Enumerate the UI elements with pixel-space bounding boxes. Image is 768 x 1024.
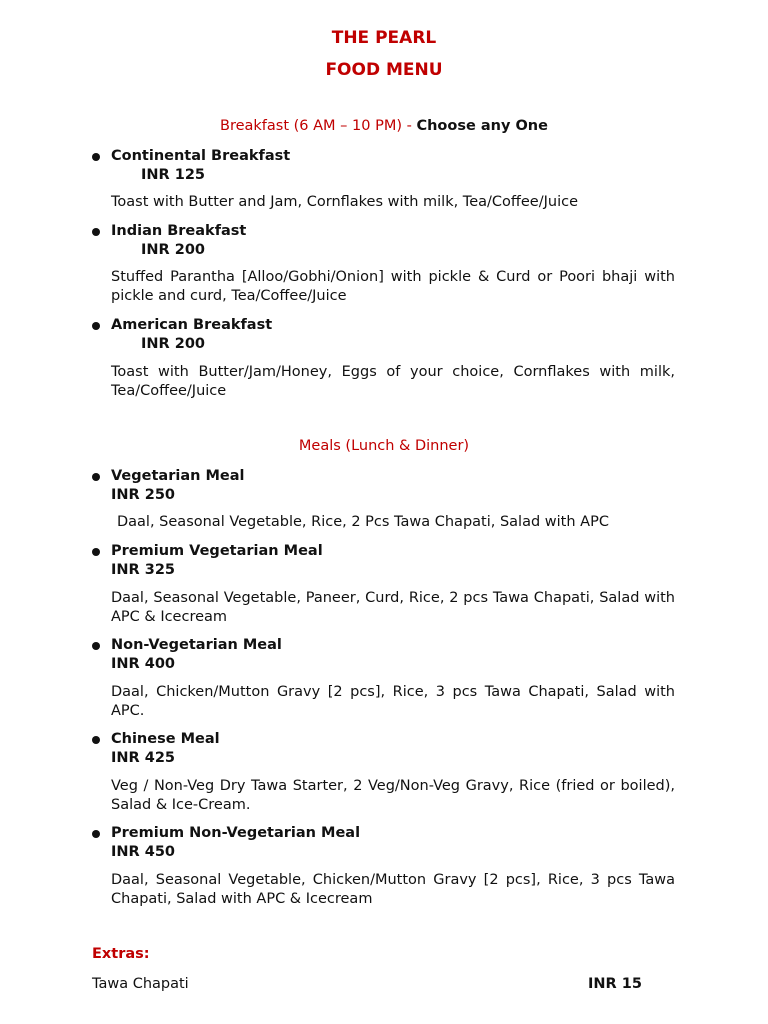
extras-heading: Extras: [92,946,150,962]
bullet-icon [92,736,100,744]
menu-item-price: INR 200 [141,242,206,258]
bullet-icon [92,642,100,650]
menu-item-description: Veg / Non-Veg Dry Tawa Starter, 2 Veg/Non-Veg Gravy, Rice (fried or boiled), Salad & Ice-Cream. [111,778,675,813]
menu-item-description: Stuffed Parantha [Alloo/Gobhi/Onion] with pickle & Curd or Poori bhaji with pickle and curd, Tea/Coffee/Juice [111,269,675,304]
menu-item-price: INR 450 [111,844,176,860]
bullet-icon [92,153,100,161]
extra-item-name: Tawa Chapati [92,976,189,992]
bullet-icon [92,322,100,330]
menu-item-price: INR 200 [141,336,206,352]
menu-item-price: INR 400 [111,656,176,672]
menu-item-name: American Breakfast [111,317,273,333]
menu-item-description: Daal, Seasonal Vegetable, Chicken/Mutton Gravy [2 pcs], Rice, 3 pcs Tawa Chapati, Salad with APC & Icecream [111,872,675,907]
menu-item-name: Indian Breakfast [111,223,247,239]
extra-item-price: INR 15 [588,976,642,992]
restaurant-title: THE PEARL [331,28,437,48]
menu-item-price: INR 325 [111,562,176,578]
menu-item-name: Chinese Meal [111,731,220,747]
menu-item-name: Premium Non-Vegetarian Meal [111,825,361,841]
menu-item-price: INR 425 [111,750,176,766]
menu-item-description: Toast with Butter/Jam/Honey, Eggs of your choice, Cornflakes with milk, Tea/Coffee/Juice [111,364,675,399]
breakfast-heading [0,117,768,135]
menu-item-description: Daal, Seasonal Vegetable, Paneer, Curd, Rice, 2 pcs Tawa Chapati, Salad with APC & Icecream [111,590,675,625]
bullet-icon [92,548,100,556]
menu-item-description: Daal, Chicken/Mutton Gravy [2 pcs], Rice, 3 pcs Tawa Chapati, Salad with APC. [111,684,675,719]
menu-item-description: Daal, Seasonal Vegetable, Rice, 2 Pcs Tawa Chapati, Salad with APC [117,514,609,530]
menu-item-name: Premium Vegetarian Meal [111,543,323,559]
menu-title: FOOD MENU [325,60,443,80]
menu-item-price: INR 250 [111,487,176,503]
menu-item-name: Continental Breakfast [111,148,291,164]
menu-item-name: Non-Vegetarian Meal [111,637,282,653]
menu-item-price: INR 125 [141,167,206,183]
breakfast-heading-note: Choose any One [416,118,548,134]
bullet-icon [92,228,100,236]
bullet-icon [92,473,100,481]
bullet-icon [92,830,100,838]
meals-heading: Meals (Lunch & Dinner) [298,438,470,454]
menu-item-name: Vegetarian Meal [111,468,245,484]
breakfast-heading-label: Breakfast (6 AM – 10 PM) - [220,118,412,134]
menu-item-description: Toast with Butter and Jam, Cornflakes with milk, Tea/Coffee/Juice [111,194,578,210]
